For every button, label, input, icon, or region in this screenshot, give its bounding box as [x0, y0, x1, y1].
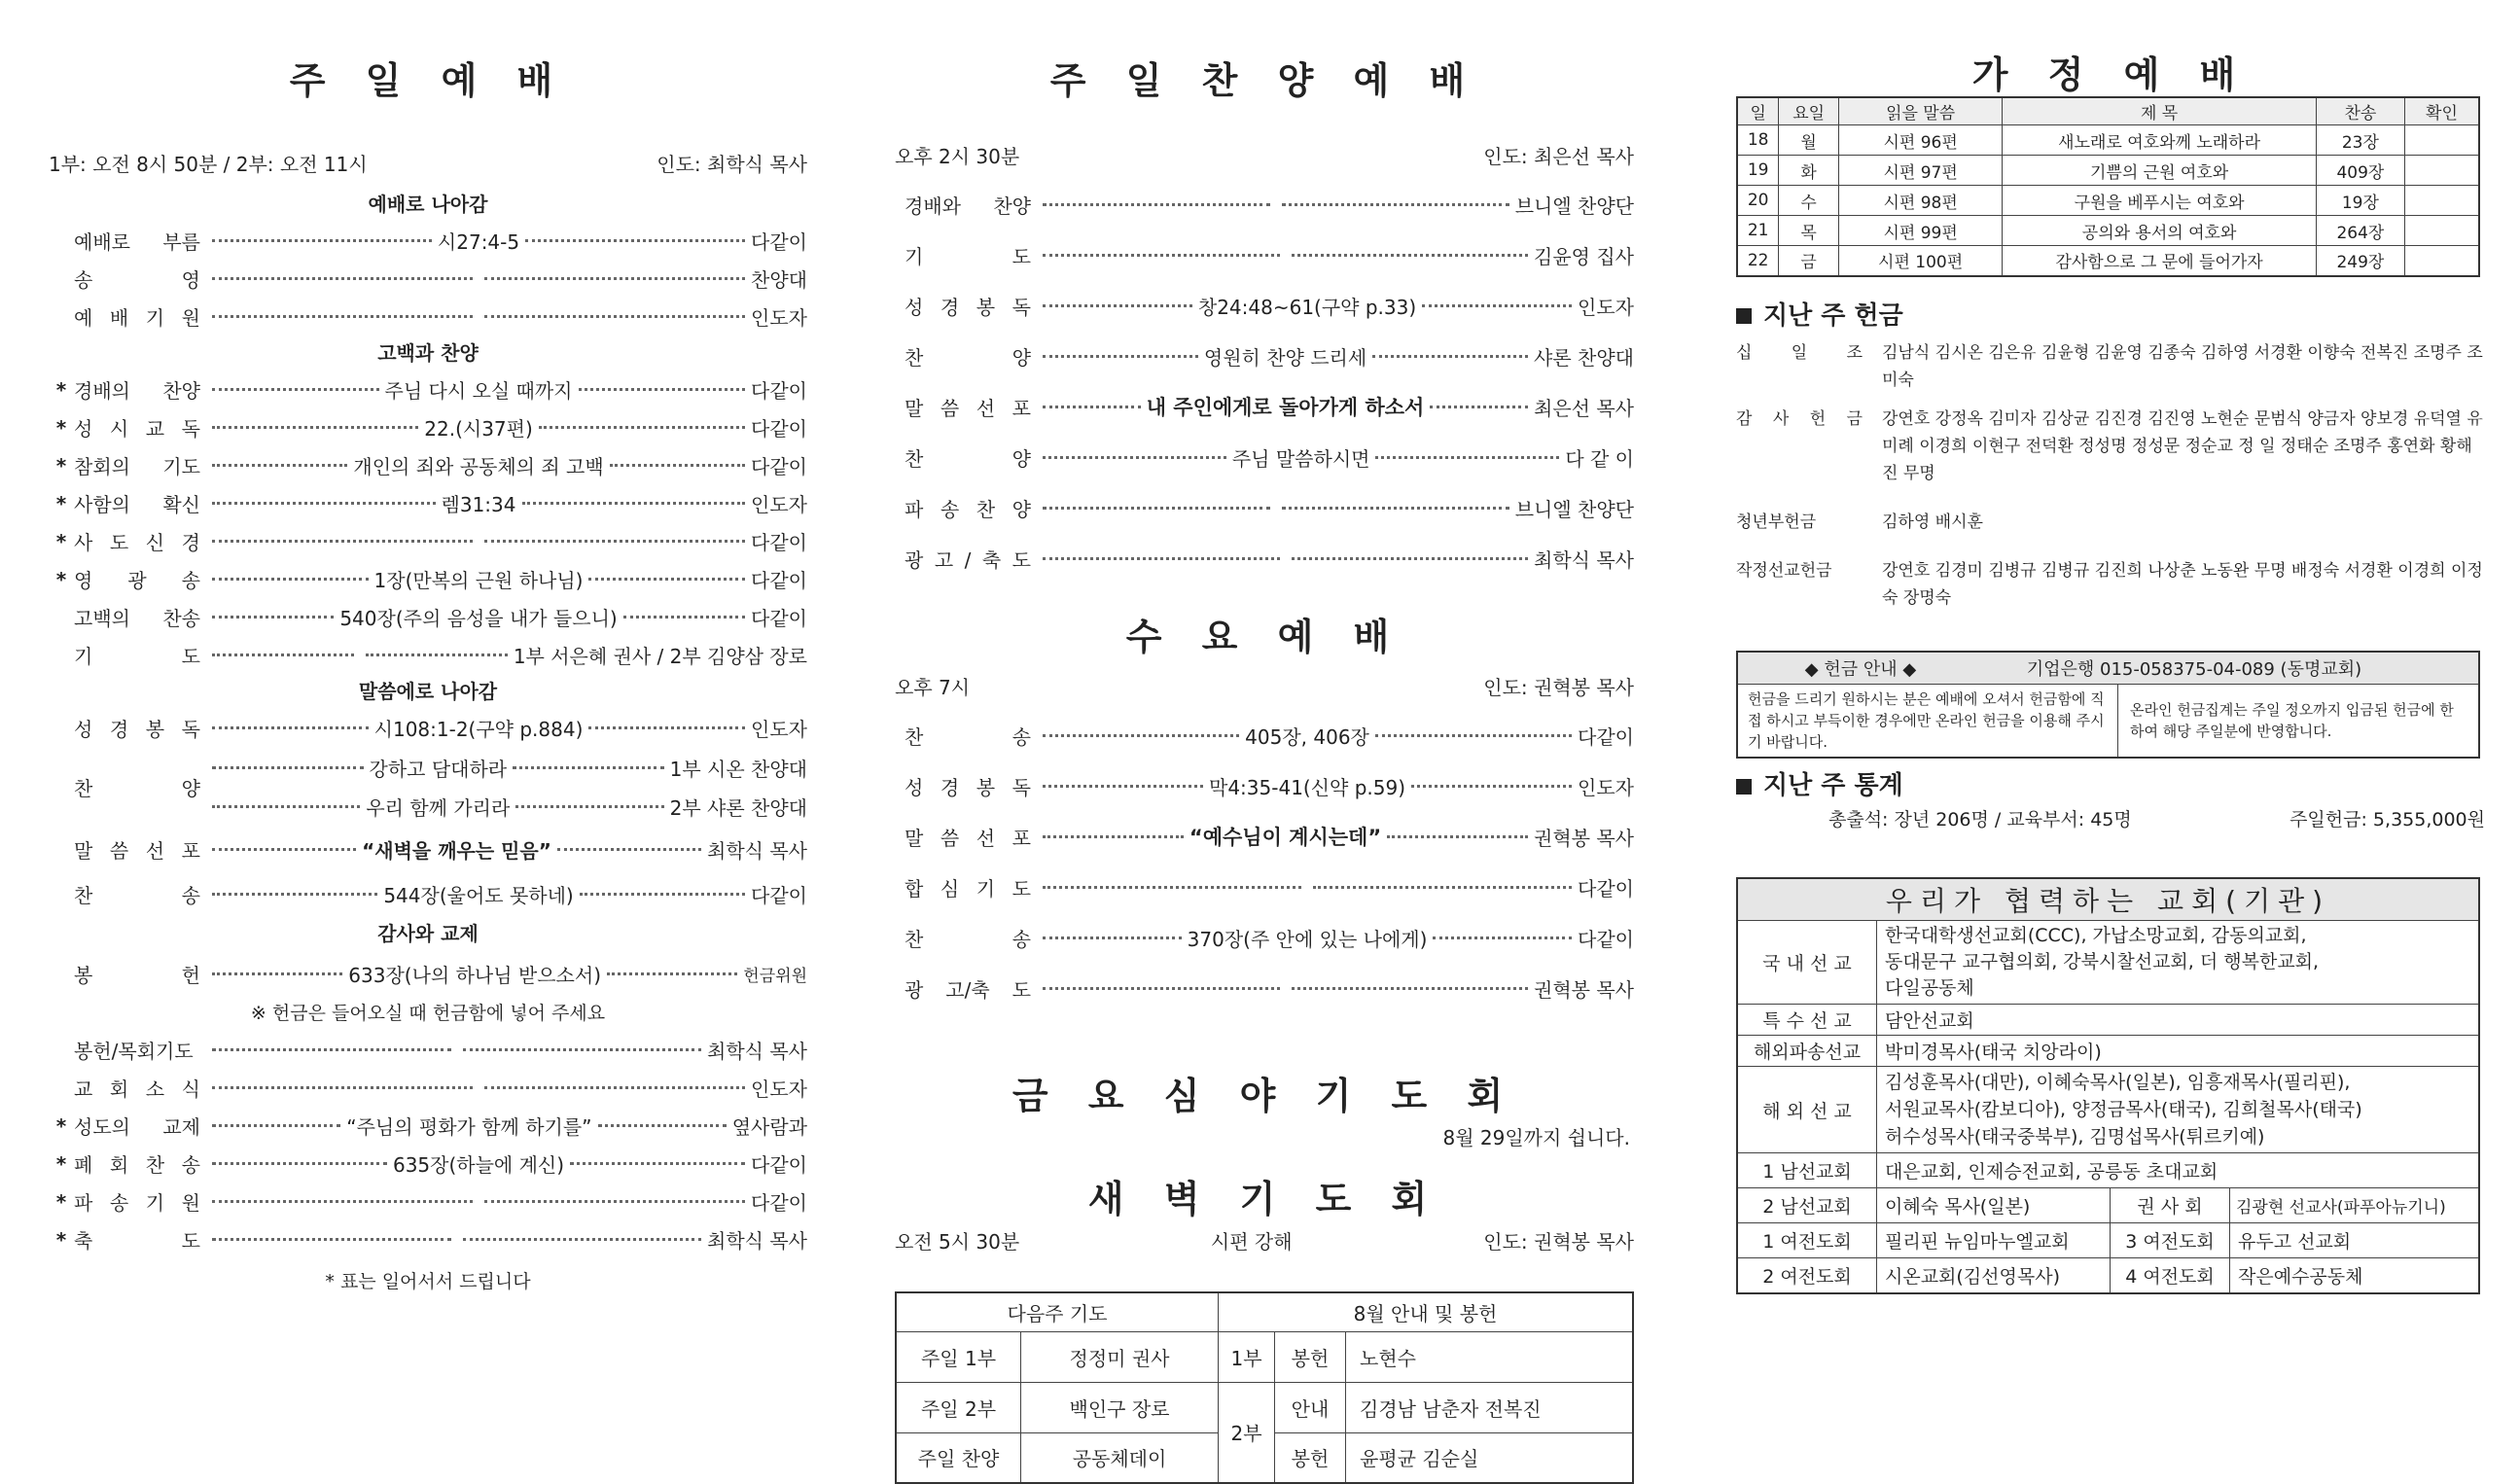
order-performer: 다같이	[751, 569, 807, 592]
order-content: 창24:48~61(구약 p.33)	[1197, 295, 1417, 319]
order-row	[49, 951, 807, 996]
sunday-worship-title: 주 일 예 배	[289, 59, 567, 102]
table-cell: 시편 96편	[1838, 125, 2002, 156]
order-label: 영 광 송	[74, 569, 200, 592]
offering-list	[1736, 339, 2485, 612]
order-performer: 다같이	[751, 230, 807, 254]
order-row	[49, 298, 807, 336]
order-content: 22.(시37편)	[424, 417, 533, 441]
order-content: 370장(주 안에 있는 나에게)	[1187, 927, 1428, 951]
table-row	[1737, 246, 2479, 276]
table-cell: 금	[1779, 246, 1839, 276]
order-row	[49, 446, 807, 484]
order-content: 544장(울어도 못하네)	[383, 883, 574, 907]
table-row	[1737, 156, 2479, 186]
order-row	[895, 912, 1634, 963]
order-label: 찬 양	[74, 776, 200, 800]
order-row	[49, 408, 807, 446]
order-content: 개인의 죄와 공동체의 죄 고백	[353, 455, 604, 478]
table-cell[interactable]	[2404, 216, 2479, 246]
order-label: 고백의 찬송	[74, 607, 200, 630]
order-performer: 다같이	[751, 1191, 807, 1215]
standing-mark: *	[55, 529, 67, 553]
order-label: 예배로 부름	[74, 230, 200, 254]
table-cell: 409장	[2316, 156, 2404, 186]
next-week-prayer-header: 다음주 기도	[896, 1292, 1219, 1331]
section-heading: 감사와 교제	[377, 922, 479, 945]
table-cell: 월	[1779, 125, 1839, 156]
order-row	[49, 260, 807, 298]
order-row	[49, 636, 807, 674]
sunday-leader: 인도: 최학식 목사	[657, 153, 807, 176]
order-row	[895, 230, 1634, 280]
order-row	[49, 871, 807, 916]
table-cell[interactable]	[2404, 246, 2479, 276]
order-performer: 다같이	[1578, 876, 1634, 901]
order-row	[895, 179, 1634, 230]
order-performer: 최은선 목사	[1534, 396, 1634, 420]
wednesday-order	[895, 710, 1634, 1013]
order-performer: 최학식 목사	[707, 1040, 807, 1063]
praise-order	[895, 179, 1634, 583]
bank-account: 기업은행 015-058375-04-089 (동명교회)	[2026, 658, 2362, 680]
offering-category: 청년부헌금	[1736, 512, 1817, 532]
order-label: 사 도 신 경	[74, 531, 200, 554]
choir-name: 2부 샤론 찬양대	[669, 795, 807, 820]
order-label: 봉 헌	[74, 963, 200, 987]
offering-note: ※ 헌금은 들어오실 때 헌금함에 넣어 주세요	[250, 1003, 606, 1024]
family-table-header: 읽을 말씀	[1838, 97, 2002, 125]
offering-names: 강연호 강정옥 김미자 김상균 김진경 김진영 노현순 문범식 양금자 양보경 유덕열 유미례 이경희 이현구 전덕환 정성명 정성문 정순교 정 일 정태순 조명주 홍연화 황해진 무명	[1882, 408, 2483, 483]
offering-guide-box	[1736, 651, 2480, 760]
partner-churches-table: 우리가 협력하는 교회(기관) 국 내 선 교 한국대학생선교회(CCC), 가납소망교회, 감동의교회, 동대문구 교구협의회, 강북시찰선교회, 더 행복한교회, 다일공동체 특 수 선 교 담안선교회 해외파송선교 박미경목사(태국 치앙라이) 해 외 선 교 김성훈목사(대만), 이혜숙목사(일본), 임흥재목사(필리핀), 서원교목사(캄보디아), 양정금목사(태국), 김희철목사(태국) 허수성목사(태국중북부), 김명섭목사(튀르키예) 1 남선교회 대은교회, 인제승전교회, 공릉동 초대교회 2 남선교회 이혜숙 목사(일본) 권 사 회 김광현 선교사(파푸아뉴기니) 1 여전도회 필리핀 뉴임마누엘교회 3 여전도회 유두고 선교회 2 여전도회 시온교회(김선영목사) 4 여전도회 작은예수공동체	[1736, 877, 2480, 1294]
order-label: 기 도	[74, 645, 200, 668]
order-label: 폐 회 찬 송	[74, 1153, 200, 1177]
order-label: 교 회 소 식	[74, 1078, 200, 1101]
order-performer: 브니엘 찬양단	[1514, 194, 1634, 218]
order-row	[49, 1031, 807, 1069]
order-content: 내 주인에게로 돌아가게 하소서	[1146, 396, 1425, 419]
square-bullet-icon	[1736, 308, 1752, 324]
order-row	[49, 709, 807, 747]
order-performer: 다같이	[751, 379, 807, 403]
order-content: “예수님이 계시는데”	[1189, 826, 1382, 849]
order-label: 찬 송	[905, 724, 1031, 749]
dawn-time: 오전 5시 30분	[895, 1230, 1020, 1254]
order-label: 기 도	[905, 244, 1031, 268]
table-row	[1737, 125, 2479, 156]
order-label: 성도의 교제	[74, 1115, 200, 1139]
wednesday-time: 오후 7시	[895, 676, 971, 699]
offering-names: 김남식 김시온 김은유 김윤형 김윤영 김종숙 김하영 서경환 이향숙 전복진 조명주 조미숙	[1882, 342, 2483, 390]
standing-mark: *	[55, 567, 67, 591]
friday-prayer-title: 금 요 심 야 기 도 회	[1012, 1075, 1517, 1117]
offering-names: 김하영 배시훈	[1882, 512, 1983, 532]
table-cell[interactable]	[2404, 186, 2479, 216]
order-content: 주님 말씀하시면	[1231, 446, 1370, 471]
order-row	[895, 862, 1634, 912]
wednesday-header	[895, 673, 1634, 702]
order-performer: 브니엘 찬양단	[1514, 497, 1634, 521]
order-label: 성 시 교 독	[74, 417, 200, 441]
order-performer: 권혁봉 목사	[1534, 977, 1634, 1002]
order-label: 참회의 기도	[74, 455, 200, 478]
sunday-order-group-tail	[49, 1031, 807, 1258]
standing-mark: *	[55, 453, 67, 477]
table-cell: 공의와 용서의 여호와	[2003, 216, 2317, 246]
order-label: 찬 송	[74, 883, 200, 907]
order-content: 635장(하늘에 계신)	[392, 1153, 565, 1177]
order-performer: 샤론 찬양대	[1534, 345, 1634, 370]
sermon-title: “새벽을 깨우는 믿음”	[362, 838, 551, 863]
order-performer: 인도자	[751, 718, 807, 741]
choir-line	[206, 787, 807, 826]
standing-mark: *	[55, 1113, 67, 1138]
table-cell: 시편 98편	[1838, 186, 2002, 216]
family-table-header: 확인	[2404, 97, 2479, 125]
family-table-header: 일	[1737, 97, 1779, 125]
order-performer: 권혁봉 목사	[1534, 826, 1634, 850]
standing-footnote: * 표는 일어서서 드립니다	[325, 1271, 531, 1292]
order-content: 시27:4-5	[437, 230, 520, 254]
order-performer: 다같이	[1578, 927, 1634, 951]
offering-category: 감 사 헌 금	[1736, 408, 1863, 429]
table-cell: 264장	[2316, 216, 2404, 246]
table-cell: 감사함으로 그 문에 들어가자	[2003, 246, 2317, 276]
order-performer: 헌금위원	[743, 966, 807, 986]
sunday-order-group-1	[49, 222, 807, 336]
table-cell: 구원을 베푸시는 여호와	[2003, 186, 2317, 216]
dawn-prayer-title: 새 벽 기 도 회	[1087, 1178, 1441, 1220]
offering-category: 작정선교헌금	[1736, 560, 1832, 581]
table-cell: 22	[1737, 246, 1779, 276]
table-cell: 수	[1779, 186, 1839, 216]
order-row	[49, 1183, 807, 1220]
order-row	[49, 1220, 807, 1258]
order-row	[895, 381, 1634, 432]
order-row	[49, 484, 807, 522]
order-row	[49, 1069, 807, 1107]
order-row	[49, 222, 807, 260]
order-row	[895, 710, 1634, 760]
sunday-offering-amount: 주일헌금: 5,355,000원	[2289, 809, 2485, 830]
order-label: 찬 양	[905, 345, 1031, 370]
order-label: 사함의 확신	[74, 493, 200, 516]
family-worship-title: 가 정 예 배	[1971, 53, 2250, 96]
section-heading: 예배로 나아감	[368, 193, 488, 216]
family-table-header: 요일	[1779, 97, 1839, 125]
table-cell: 23장	[2316, 125, 2404, 156]
table-cell: 249장	[2316, 246, 2404, 276]
table-row	[1737, 216, 2479, 246]
order-performer: 인도자	[751, 493, 807, 516]
order-row	[895, 331, 1634, 381]
order-performer: 인도자	[751, 306, 807, 330]
order-row	[895, 280, 1634, 331]
family-table-header: 제 목	[2003, 97, 2317, 125]
order-performer: 다같이	[751, 531, 807, 554]
family-worship-table	[1736, 96, 2480, 277]
table-cell: 시편 99편	[1838, 216, 2002, 246]
sunday-time: 1부: 오전 8시 50분 / 2부: 오전 11시	[49, 153, 368, 176]
section-heading: 말씀에로 나아감	[358, 680, 498, 703]
choir-name: 1부 시온 찬양대	[669, 757, 807, 781]
offering-row	[1736, 339, 2485, 394]
dawn-leader: 인도: 권혁봉 목사	[1483, 1230, 1634, 1254]
friday-note: 8월 29일까지 쉽니다.	[1442, 1126, 1630, 1149]
last-week-offering-heading: 지난 주 헌금	[1736, 297, 2485, 336]
order-row	[895, 533, 1634, 583]
order-label: 성 경 봉 독	[905, 295, 1031, 319]
prayer-schedule-table: 다음주 기도 8월 안내 및 봉헌 주일 1부 정정미 권사 1부 봉헌 노현수 주일 2부 백인구 장로 2부 안내 김경남 남춘자 전복진 주일 찬양 공동체데이 봉헌 윤평균 김순실	[895, 1291, 1634, 1484]
order-row	[49, 522, 807, 560]
offering-row	[1736, 509, 2485, 536]
order-performer: 인도자	[1578, 295, 1634, 319]
order-label: 성 경 봉 독	[905, 775, 1031, 799]
order-row	[49, 1145, 807, 1183]
table-cell: 19장	[2316, 186, 2404, 216]
offering-row	[1736, 406, 2485, 487]
order-content: 주님 다시 오실 때까지	[384, 379, 573, 403]
offering-guide-right: 온라인 헌금집계는 주일 정오까지 입금된 헌금에 한하여 해당 주일분에 반영합니다.	[2118, 685, 2480, 759]
order-row	[49, 371, 807, 408]
choir-song: 강하고 담대하라	[369, 757, 508, 781]
table-cell: 화	[1779, 156, 1839, 186]
order-performer: 다같이	[751, 455, 807, 478]
order-performer: 다같이	[1578, 724, 1634, 749]
partners-title: 우리가 협력하는 교회(기관)	[1737, 878, 2479, 921]
order-label: 찬 양	[905, 446, 1031, 471]
praise-time: 오후 2시 30분	[895, 145, 1020, 168]
order-performer: 다 같 이	[1565, 446, 1634, 471]
order-label: 송 영	[74, 268, 200, 292]
table-cell: 20	[1737, 186, 1779, 216]
table-cell: 19	[1737, 156, 1779, 186]
offering-row	[1736, 557, 2485, 612]
order-content: 1장(만복의 근원 하나님)	[373, 569, 584, 592]
attendance: 총출석: 장년 206명 / 교육부서: 45명	[1828, 809, 2132, 830]
order-label: 파 송 찬 양	[905, 497, 1031, 521]
order-performer: 1부 서은혜 권사 / 2부 김양삼 장로	[513, 645, 807, 668]
order-content: 633장(나의 하나님 받으소서)	[348, 963, 601, 987]
praise-leader: 인도: 최은선 목사	[1483, 145, 1634, 168]
standing-mark: *	[55, 1227, 67, 1252]
order-content: 405장, 406장	[1245, 724, 1369, 749]
order-label: 예 배 기 원	[74, 306, 200, 330]
order-performer: 최학식 목사	[1534, 548, 1634, 572]
sunday-worship-header	[49, 150, 807, 179]
order-label: 찬 송	[905, 927, 1031, 951]
order-performer: 옆사람과	[731, 1115, 807, 1139]
order-label: 축 도	[74, 1229, 200, 1253]
wednesday-worship-title: 수 요 예 배	[1125, 616, 1403, 658]
order-performer: 찬양대	[751, 268, 807, 292]
dawn-header	[895, 1227, 1634, 1256]
afternoon-worship-column	[895, 0, 1634, 1471]
order-performer: 다같이	[751, 607, 807, 630]
order-row	[895, 811, 1634, 862]
order-performer: 다같이	[751, 1153, 807, 1177]
offering-guide-left: 헌금을 드리기 원하시는 분은 예배에 오셔서 헌금함에 직접 하시고 부득이한 경우에만 온라인 헌금을 이용해 주시기 바랍니다.	[1737, 685, 2118, 759]
stats-row	[1736, 805, 2485, 834]
sunday-worship-column	[49, 0, 807, 1399]
august-guide-header: 8월 안내 및 봉헌	[1219, 1292, 1634, 1331]
order-row	[49, 827, 807, 871]
order-performer: 인도자	[751, 1078, 807, 1101]
family-table-header: 찬송	[2316, 97, 2404, 125]
order-performer: 인도자	[1578, 775, 1634, 799]
order-content: 540장(주의 음성을 내가 들으니)	[339, 607, 618, 630]
order-label: 경배와 찬양	[905, 194, 1031, 218]
table-cell: 18	[1737, 125, 1779, 156]
order-label: 봉헌/목회기도	[74, 1040, 194, 1063]
dawn-text: 시편 강해	[1210, 1230, 1293, 1254]
praise-header	[895, 142, 1634, 171]
order-performer: 최학식 목사	[707, 1229, 807, 1253]
table-cell: 새노래로 여호와께 노래하라	[2003, 125, 2317, 156]
family-info-column	[1736, 0, 2485, 1399]
choir-song: 우리 함께 가리라	[366, 795, 511, 820]
order-content: “주님의 평화가 함께 하기를”	[346, 1115, 592, 1139]
offering-guide-title: ◆ 헌금 안내 ◆	[1804, 658, 1917, 680]
order-content: 영원히 찬양 드리세	[1203, 345, 1367, 370]
table-cell[interactable]	[2404, 156, 2479, 186]
table-cell: 기쁨의 근원 여호와	[2003, 156, 2317, 186]
order-row	[895, 482, 1634, 533]
order-label: 말 씀 선 포	[905, 396, 1031, 420]
table-cell: 목	[1779, 216, 1839, 246]
offering-category: 십 일 조	[1736, 342, 1863, 363]
order-label: 성 경 봉 독	[74, 718, 200, 741]
standing-mark: *	[55, 415, 67, 440]
table-cell[interactable]	[2404, 125, 2479, 156]
table-cell: 시편 97편	[1838, 156, 2002, 186]
order-row	[895, 963, 1634, 1013]
order-label: 말 씀 선 포	[905, 826, 1031, 850]
standing-mark: *	[55, 1151, 67, 1176]
wednesday-leader: 인도: 권혁봉 목사	[1483, 676, 1634, 699]
order-content: 막4:35-41(신약 p.59)	[1209, 775, 1406, 799]
order-label: 경배의 찬양	[74, 379, 200, 403]
last-week-stats-heading: 지난 주 통계	[1736, 766, 2485, 805]
order-performer: 다같이	[751, 883, 807, 907]
order-content: 시108:1-2(구약 p.884)	[373, 718, 584, 741]
order-label: 광 고 / 축 도	[905, 548, 1031, 572]
order-label: 말 씀 선 포	[74, 838, 200, 863]
order-label: 파 송 기 원	[74, 1191, 200, 1215]
table-cell: 21	[1737, 216, 1779, 246]
praise-worship-title: 주 일 찬 양 예 배	[1049, 59, 1479, 102]
order-row	[49, 598, 807, 636]
order-row	[49, 560, 807, 598]
order-label: 광 고/축 도	[905, 977, 1031, 1002]
order-row	[895, 432, 1634, 482]
choir-line	[206, 748, 807, 787]
order-content: 렘31:34	[441, 493, 516, 516]
order-row	[895, 760, 1634, 811]
offering-names: 강연호 김경미 김병규 김병규 김진희 나상춘 노동완 무명 배정숙 서경환 이경희 이정숙 장명숙	[1882, 560, 2483, 608]
standing-mark: *	[55, 377, 67, 402]
order-performer: 김윤영 집사	[1534, 244, 1634, 268]
square-bullet-icon	[1736, 779, 1752, 795]
table-row	[1737, 186, 2479, 216]
order-performer: 최학식 목사	[707, 838, 807, 863]
standing-mark: *	[55, 1189, 67, 1214]
order-label: 합 심 기 도	[905, 876, 1031, 901]
section-heading: 고백과 찬양	[377, 341, 479, 365]
standing-mark: *	[55, 491, 67, 515]
table-cell: 시편 100편	[1838, 246, 2002, 276]
sunday-order-group-2	[49, 371, 807, 674]
order-row	[49, 1107, 807, 1145]
order-performer: 다같이	[751, 417, 807, 441]
choir-row	[49, 747, 807, 827]
